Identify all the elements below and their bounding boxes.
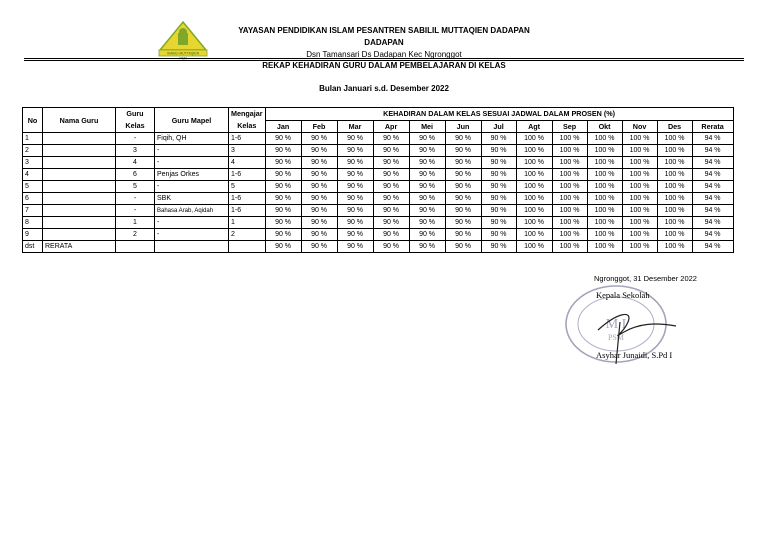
cell-month-value: 90 % bbox=[373, 241, 409, 253]
cell-rerata: 94 % bbox=[692, 169, 733, 181]
stamp-text: M I bbox=[605, 317, 627, 332]
cell-month-value: 90 % bbox=[409, 133, 445, 145]
cell-nama-guru bbox=[43, 157, 116, 169]
cell-month-value: 100 % bbox=[587, 229, 622, 241]
cell-month-value: 100 % bbox=[516, 217, 552, 229]
cell-month-value: 100 % bbox=[587, 217, 622, 229]
foundation-name: YAYASAN PENDIDIKAN ISLAM PESANTREN SABILIL MUTTAQIEN DADAPAN bbox=[238, 26, 530, 35]
cell-month-value: 90 % bbox=[337, 181, 373, 193]
cell-month-value: 100 % bbox=[622, 217, 657, 229]
cell-guru-mapel: - bbox=[155, 229, 229, 241]
cell-month-value: 90 % bbox=[373, 217, 409, 229]
cell-month-value: 90 % bbox=[301, 193, 337, 205]
month-header: Mei bbox=[409, 120, 445, 133]
cell-month-value: 100 % bbox=[516, 205, 552, 217]
cell-month-value: 100 % bbox=[657, 157, 692, 169]
sign-role: Kepala Sekolah bbox=[596, 290, 650, 300]
cell-mengajar-kelas: 1-6 bbox=[229, 205, 266, 217]
cell-month-value: 100 % bbox=[622, 145, 657, 157]
col-mengajar-kelas: Mengajar Kelas bbox=[229, 108, 266, 133]
cell-month-value: 90 % bbox=[265, 157, 301, 169]
cell-guru-mapel: - bbox=[155, 145, 229, 157]
cell-nama-guru bbox=[43, 205, 116, 217]
cell-no: 7 bbox=[23, 205, 43, 217]
cell-month-value: 90 % bbox=[265, 133, 301, 145]
foundation-location: DADAPAN bbox=[364, 38, 404, 47]
cell-month-value: 100 % bbox=[587, 133, 622, 145]
month-header: Jun bbox=[445, 120, 481, 133]
month-header: Okt bbox=[587, 120, 622, 133]
cell-mengajar-kelas: 1-6 bbox=[229, 193, 266, 205]
cell-nama-guru bbox=[43, 193, 116, 205]
cell-month-value: 90 % bbox=[337, 205, 373, 217]
cell-month-value: 90 % bbox=[265, 181, 301, 193]
cell-guru-kelas: 5 bbox=[116, 181, 155, 193]
col-guru-mapel: Guru Mapel bbox=[155, 108, 229, 133]
cell-month-value: 100 % bbox=[516, 157, 552, 169]
cell-guru-kelas: - bbox=[116, 193, 155, 205]
table-row bbox=[23, 193, 734, 205]
cell-guru-mapel: - bbox=[155, 157, 229, 169]
cell-month-value: 100 % bbox=[622, 193, 657, 205]
cell-guru-kelas bbox=[116, 241, 155, 253]
cell-month-value: 100 % bbox=[552, 157, 587, 169]
cell-month-value: 100 % bbox=[657, 193, 692, 205]
cell-month-value: 90 % bbox=[445, 229, 481, 241]
cell-month-value: 90 % bbox=[301, 229, 337, 241]
month-header: Jul bbox=[481, 120, 516, 133]
cell-month-value: 90 % bbox=[481, 181, 516, 193]
cell-guru-mapel: SBK bbox=[155, 193, 229, 205]
cell-month-value: 90 % bbox=[265, 229, 301, 241]
cell-month-value: 90 % bbox=[409, 241, 445, 253]
cell-month-value: 90 % bbox=[445, 241, 481, 253]
cell-guru-mapel: - bbox=[155, 217, 229, 229]
cell-mengajar-kelas: 4 bbox=[229, 157, 266, 169]
cell-guru-mapel: - bbox=[155, 181, 229, 193]
table-body bbox=[23, 133, 734, 253]
cell-month-value: 90 % bbox=[373, 205, 409, 217]
cell-month-value: 100 % bbox=[657, 241, 692, 253]
cell-month-value: 90 % bbox=[481, 157, 516, 169]
table-row bbox=[23, 205, 734, 217]
cell-month-value: 90 % bbox=[373, 229, 409, 241]
cell-month-value: 100 % bbox=[552, 193, 587, 205]
cell-no: 3 bbox=[23, 157, 43, 169]
table-row bbox=[23, 169, 734, 181]
cell-month-value: 100 % bbox=[552, 205, 587, 217]
cell-mengajar-kelas: 2 bbox=[229, 229, 266, 241]
cell-no: 4 bbox=[23, 169, 43, 181]
cell-month-value: 100 % bbox=[552, 145, 587, 157]
cell-month-value: 90 % bbox=[409, 145, 445, 157]
cell-month-value: 100 % bbox=[622, 157, 657, 169]
cell-month-value: 90 % bbox=[445, 193, 481, 205]
cell-month-value: 90 % bbox=[481, 229, 516, 241]
month-header: Agt bbox=[516, 120, 552, 133]
cell-month-value: 100 % bbox=[552, 169, 587, 181]
cell-month-value: 100 % bbox=[552, 181, 587, 193]
cell-month-value: 90 % bbox=[445, 133, 481, 145]
cell-month-value: 90 % bbox=[481, 133, 516, 145]
cell-guru-kelas: 3 bbox=[116, 145, 155, 157]
month-header: Mar bbox=[337, 120, 373, 133]
cell-month-value: 90 % bbox=[409, 193, 445, 205]
cell-month-value: 100 % bbox=[657, 205, 692, 217]
cell-guru-kelas: - bbox=[116, 205, 155, 217]
cell-month-value: 90 % bbox=[337, 133, 373, 145]
cell-month-value: 90 % bbox=[265, 217, 301, 229]
table-row bbox=[23, 181, 734, 193]
cell-guru-kelas: 2 bbox=[116, 229, 155, 241]
cell-no: 6 bbox=[23, 193, 43, 205]
cell-nama-guru: RERATA bbox=[43, 241, 116, 253]
cell-month-value: 90 % bbox=[445, 205, 481, 217]
month-header: Des bbox=[657, 120, 692, 133]
cell-month-value: 100 % bbox=[587, 241, 622, 253]
month-header: Jan bbox=[265, 120, 301, 133]
cell-month-value: 90 % bbox=[373, 169, 409, 181]
logo-sub: PSM bbox=[179, 56, 187, 60]
cell-month-value: 100 % bbox=[516, 181, 552, 193]
cell-month-value: 100 % bbox=[587, 181, 622, 193]
cell-month-value: 100 % bbox=[516, 193, 552, 205]
cell-month-value: 100 % bbox=[552, 229, 587, 241]
cell-month-value: 90 % bbox=[373, 193, 409, 205]
header-row-1 bbox=[23, 108, 734, 121]
logo-caption: ISABILI MUTTAQIEN bbox=[166, 51, 200, 56]
cell-month-value: 90 % bbox=[481, 205, 516, 217]
cell-month-value: 90 % bbox=[265, 193, 301, 205]
cell-rerata: 94 % bbox=[692, 217, 733, 229]
cell-month-value: 90 % bbox=[337, 193, 373, 205]
cell-rerata: 94 % bbox=[692, 229, 733, 241]
cell-month-value: 90 % bbox=[337, 241, 373, 253]
cell-month-value: 100 % bbox=[587, 157, 622, 169]
cell-nama-guru bbox=[43, 229, 116, 241]
cell-month-value: 90 % bbox=[301, 145, 337, 157]
cell-month-value: 100 % bbox=[622, 169, 657, 181]
cell-month-value: 90 % bbox=[301, 181, 337, 193]
cell-mengajar-kelas: 5 bbox=[229, 181, 266, 193]
cell-month-value: 100 % bbox=[587, 193, 622, 205]
cell-month-value: 100 % bbox=[516, 133, 552, 145]
cell-guru-kelas: 6 bbox=[116, 169, 155, 181]
cell-month-value: 100 % bbox=[552, 217, 587, 229]
cell-month-value: 90 % bbox=[445, 169, 481, 181]
cell-month-value: 100 % bbox=[622, 181, 657, 193]
cell-no: 5 bbox=[23, 181, 43, 193]
cell-no: dst bbox=[23, 241, 43, 253]
cell-month-value: 90 % bbox=[301, 133, 337, 145]
month-header: Apr bbox=[373, 120, 409, 133]
cell-month-value: 90 % bbox=[301, 241, 337, 253]
cell-nama-guru bbox=[43, 133, 116, 145]
cell-month-value: 90 % bbox=[409, 169, 445, 181]
cell-month-value: 100 % bbox=[622, 229, 657, 241]
cell-rerata: 94 % bbox=[692, 181, 733, 193]
cell-month-value: 100 % bbox=[516, 145, 552, 157]
table-row bbox=[23, 133, 734, 145]
cell-guru-kelas: 4 bbox=[116, 157, 155, 169]
cell-nama-guru bbox=[43, 145, 116, 157]
cell-month-value: 90 % bbox=[373, 181, 409, 193]
cell-mengajar-kelas: 1 bbox=[229, 217, 266, 229]
col-guru-kelas: Guru Kelas bbox=[116, 108, 155, 133]
cell-month-value: 90 % bbox=[265, 169, 301, 181]
cell-month-value: 90 % bbox=[337, 145, 373, 157]
cell-month-value: 90 % bbox=[481, 169, 516, 181]
cell-month-value: 100 % bbox=[657, 217, 692, 229]
cell-no: 2 bbox=[23, 145, 43, 157]
cell-month-value: 100 % bbox=[516, 241, 552, 253]
table-row bbox=[23, 229, 734, 241]
cell-month-value: 100 % bbox=[622, 241, 657, 253]
cell-guru-kelas: 1 bbox=[116, 217, 155, 229]
cell-month-value: 90 % bbox=[481, 217, 516, 229]
attendance-table bbox=[22, 107, 734, 253]
cell-month-value: 90 % bbox=[373, 133, 409, 145]
cell-month-value: 90 % bbox=[301, 157, 337, 169]
col-no: No bbox=[23, 108, 43, 133]
cell-month-value: 100 % bbox=[587, 169, 622, 181]
stamp-sub: PSM bbox=[607, 333, 625, 342]
cell-month-value: 90 % bbox=[373, 157, 409, 169]
cell-no: 9 bbox=[23, 229, 43, 241]
month-header: Nov bbox=[622, 120, 657, 133]
cell-month-value: 100 % bbox=[587, 205, 622, 217]
month-header: Feb bbox=[301, 120, 337, 133]
document-title: REKAP KEHADIRAN GURU DALAM PEMBELAJARAN DI KELAS bbox=[262, 61, 506, 70]
cell-month-value: 100 % bbox=[657, 181, 692, 193]
month-header: Sep bbox=[552, 120, 587, 133]
cell-month-value: 100 % bbox=[622, 133, 657, 145]
cell-month-value: 90 % bbox=[445, 217, 481, 229]
cell-month-value: 90 % bbox=[445, 181, 481, 193]
cell-nama-guru bbox=[43, 217, 116, 229]
cell-month-value: 90 % bbox=[265, 145, 301, 157]
cell-month-value: 90 % bbox=[301, 217, 337, 229]
cell-rerata: 94 % bbox=[692, 241, 733, 253]
cell-month-value: 100 % bbox=[657, 229, 692, 241]
table-row bbox=[23, 145, 734, 157]
cell-month-value: 100 % bbox=[516, 169, 552, 181]
cell-month-value: 90 % bbox=[409, 157, 445, 169]
cell-month-value: 90 % bbox=[265, 205, 301, 217]
cell-month-value: 90 % bbox=[265, 241, 301, 253]
cell-mengajar-kelas: 1-6 bbox=[229, 169, 266, 181]
cell-mengajar-kelas bbox=[229, 241, 266, 253]
cell-guru-mapel: Penjas Orkes bbox=[155, 169, 229, 181]
cell-guru-mapel bbox=[155, 241, 229, 253]
cell-guru-mapel: Fiqih, QH bbox=[155, 133, 229, 145]
cell-rerata: 94 % bbox=[692, 157, 733, 169]
cell-no: 1 bbox=[23, 133, 43, 145]
cell-guru-kelas: - bbox=[116, 133, 155, 145]
cell-month-value: 90 % bbox=[445, 145, 481, 157]
cell-no: 8 bbox=[23, 217, 43, 229]
cell-rerata: 94 % bbox=[692, 193, 733, 205]
cell-month-value: 90 % bbox=[337, 157, 373, 169]
cell-month-value: 90 % bbox=[409, 181, 445, 193]
cell-month-value: 90 % bbox=[373, 145, 409, 157]
table-row-rerata bbox=[23, 241, 734, 253]
cell-month-value: 100 % bbox=[657, 133, 692, 145]
cell-month-value: 90 % bbox=[481, 193, 516, 205]
cell-month-value: 90 % bbox=[481, 145, 516, 157]
table-row bbox=[23, 157, 734, 169]
cell-month-value: 90 % bbox=[301, 205, 337, 217]
foundation-address: Dsn Tamansari Ds Dadapan Kec Ngronggot bbox=[306, 50, 462, 59]
cell-month-value: 90 % bbox=[337, 229, 373, 241]
header-divider bbox=[24, 58, 744, 59]
cell-mengajar-kelas: 3 bbox=[229, 145, 266, 157]
cell-month-value: 100 % bbox=[657, 169, 692, 181]
report-period: Bulan Januari s.d. Desember 2022 bbox=[319, 84, 449, 93]
cell-month-value: 90 % bbox=[301, 169, 337, 181]
cell-month-value: 100 % bbox=[657, 145, 692, 157]
cell-month-value: 90 % bbox=[445, 157, 481, 169]
cell-nama-guru bbox=[43, 169, 116, 181]
cell-rerata: 94 % bbox=[692, 205, 733, 217]
table-row bbox=[23, 217, 734, 229]
cell-mengajar-kelas: 1-6 bbox=[229, 133, 266, 145]
cell-month-value: 90 % bbox=[337, 217, 373, 229]
cell-month-value: 90 % bbox=[481, 241, 516, 253]
rerata-header: Rerata bbox=[692, 120, 733, 133]
sign-place-date: Ngronggot, 31 Desember 2022 bbox=[594, 274, 697, 283]
col-nama-guru: Nama Guru bbox=[43, 108, 116, 133]
cell-month-value: 90 % bbox=[337, 169, 373, 181]
cell-month-value: 100 % bbox=[587, 145, 622, 157]
cell-month-value: 90 % bbox=[409, 205, 445, 217]
cell-month-value: 100 % bbox=[622, 205, 657, 217]
cell-rerata: 94 % bbox=[692, 133, 733, 145]
cell-month-value: 100 % bbox=[516, 229, 552, 241]
cell-guru-mapel: Bahasa Arab, Aqidah bbox=[155, 205, 229, 217]
col-kehadiran: KEHADIRAN DALAM KELAS SESUAI JADWAL DALAM PROSEN (%) bbox=[265, 108, 733, 121]
cell-month-value: 100 % bbox=[552, 133, 587, 145]
cell-month-value: 100 % bbox=[552, 241, 587, 253]
cell-rerata: 94 % bbox=[692, 145, 733, 157]
cell-month-value: 90 % bbox=[409, 217, 445, 229]
cell-nama-guru bbox=[43, 181, 116, 193]
cell-month-value: 90 % bbox=[409, 229, 445, 241]
sign-name: Asyhar Junaidi, S.Pd I bbox=[596, 350, 673, 360]
